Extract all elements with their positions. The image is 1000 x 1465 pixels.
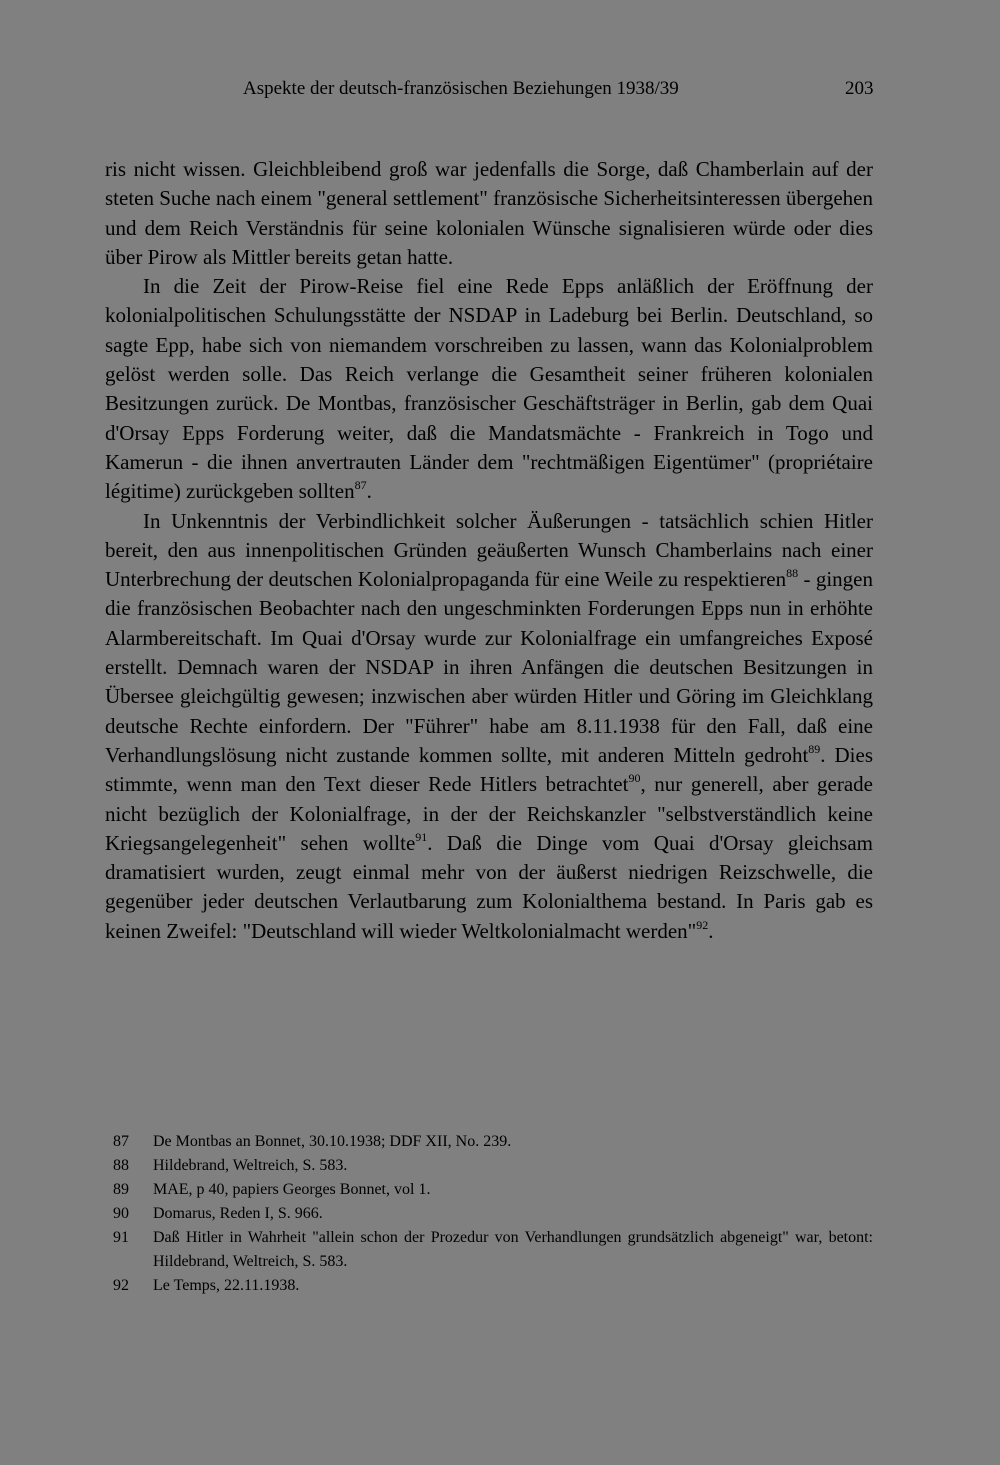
footnote-number: 90 [113, 1205, 129, 1222]
footnote [105, 1202, 873, 1226]
footnote-ref-88: 88 [786, 566, 799, 581]
paragraph-2-end: . [366, 479, 372, 504]
footnote-ref-91: 91 [415, 829, 428, 844]
footnote-ref-90: 90 [628, 771, 641, 786]
paragraph-1-text: ris nicht wissen. Gleichbleibend groß war jedenfalls die Sorge, daß Chamberlain auf der steten Suche nach einem "general settlement" französische Sicherheitsinteressen übergehen und dem Reich Verständnis für seine kolonialen Wünsche signalisieren würde oder dies über Pirow als Mittler bereits getan hatte. [105, 157, 873, 269]
footnote-ref-87: 87 [354, 478, 367, 493]
footnote-number: 91 [113, 1229, 129, 1246]
paragraph-1 [105, 155, 873, 272]
footnote-number: 89 [113, 1181, 129, 1198]
footnote-text: De Montbas an Bonnet, 30.10.1938; DDF XII, No. 239. [153, 1133, 512, 1150]
footnote [105, 1154, 873, 1178]
footnote-number: 92 [113, 1277, 129, 1294]
footnote-text: Daß Hitler in Wahrheit "allein schon der Prozedur von Verhandlungen grundsätzlich abgeneigt" war, betont: Hildebrand, Weltreich, S. 583. [153, 1229, 873, 1270]
footnote-ref-89: 89 [808, 741, 821, 756]
footnote [105, 1226, 873, 1274]
page-number: 203 [845, 78, 874, 99]
footnote-ref-92: 92 [696, 917, 709, 932]
footnote-text: Hildebrand, Weltreich, S. 583. [153, 1157, 348, 1174]
paragraph-2-text: In die Zeit der Pirow-Reise fiel eine Rede Epps anläßlich der Eröffnung der kolonialpolitischen Schulungsstätte der NSDAP in Ladeburg bei Berlin. Deutschland, so sagte Epp, habe sich von niemandem vorschreiben zu lassen, wann das Kolonialproblem gelöst werden solle. Das Reich verlange die Gesamtheit seiner früheren kolonialen Besitzungen zurück. De Montbas, französischer Geschäftsträger in Berlin, gab dem Quai d'Orsay Epps Forderung weiter, daß die Mandatsmächte - Frankreich in Togo und Kamerun - die ihnen anvertrauten Länder dem "rechtmäßigen Eigentümer" (propriétaire légitime) zurückgeben sollten [105, 274, 873, 504]
main-text [105, 155, 873, 946]
paragraph-3 [105, 507, 873, 946]
footnote [105, 1274, 873, 1298]
footnote-number: 87 [113, 1133, 129, 1150]
footnote-text: Le Temps, 22.11.1938. [153, 1277, 300, 1294]
footnote-number: 88 [113, 1157, 129, 1174]
paragraph-3-text-a: In Unkenntnis der Verbindlichkeit solcher Äußerungen - tatsächlich schien Hitler bereit, den aus innenpolitischen Gründen geäußerten Wunsch Chamberlains nach einer Unterbrechung der deutschen Kolonialpropaganda für eine Weile zu respektieren [105, 508, 873, 592]
page-header [0, 76, 1000, 102]
paragraph-2 [105, 272, 873, 506]
paragraph-3-text-b: - gingen die französischen Beobachter nach den ungeschminkten Forderungen Epps nun in erhöhte Alarmbereitschaft. Im Quai d'Orsay wurde zur Kolonialfrage ein umfangreiches Exposé erstellt. Demnach waren der NSDAP in ihren Anfängen die deutschen Besitzungen in Übersee gleichgültig gewesen; inzwischen aber würden Hitler und Göring im Gleichklang deutsche Rechte einfordern. Der "Führer" habe am 8.11.1938 für den Fall, daß eine Verhandlungslösung nicht zustande kommen sollte, mit anderen Mitteln gedroht [105, 567, 873, 767]
paragraph-3-text-d: , nur generell, aber gerade nicht bezüglich der Kolonialfrage, in der der Reichskanzler "selbstverständlich keine Kriegsangelegenheit" sehen wollte [105, 772, 873, 855]
running-title: Aspekte der deutsch-französischen Beziehungen 1938/39 [243, 78, 679, 99]
paragraph-3-text-c: . Dies stimmte, wenn man den Text dieser Rede Hitlers betrachtet [105, 742, 873, 797]
footnote-text: Domarus, Reden I, S. 966. [153, 1205, 323, 1222]
footnote [105, 1178, 873, 1202]
footnote-text: MAE, p 40, papiers Georges Bonnet, vol 1. [153, 1181, 431, 1198]
paragraph-3-text-f: . [708, 918, 714, 943]
paragraph-3-text-e: . Daß die Dinge vom Quai d'Orsay gleichsam dramatisiert wurden, zeugt einmal mehr von der äußerst niedrigen Reizschwelle, die gegenüber jeder deutschen Verlautbarung zum Kolonialthema bestand. In Paris gab es keinen Zweifel: "Deutschland will wieder Weltkolonialmacht werden" [105, 830, 873, 943]
footnotes [105, 1130, 873, 1298]
footnote [105, 1130, 873, 1154]
